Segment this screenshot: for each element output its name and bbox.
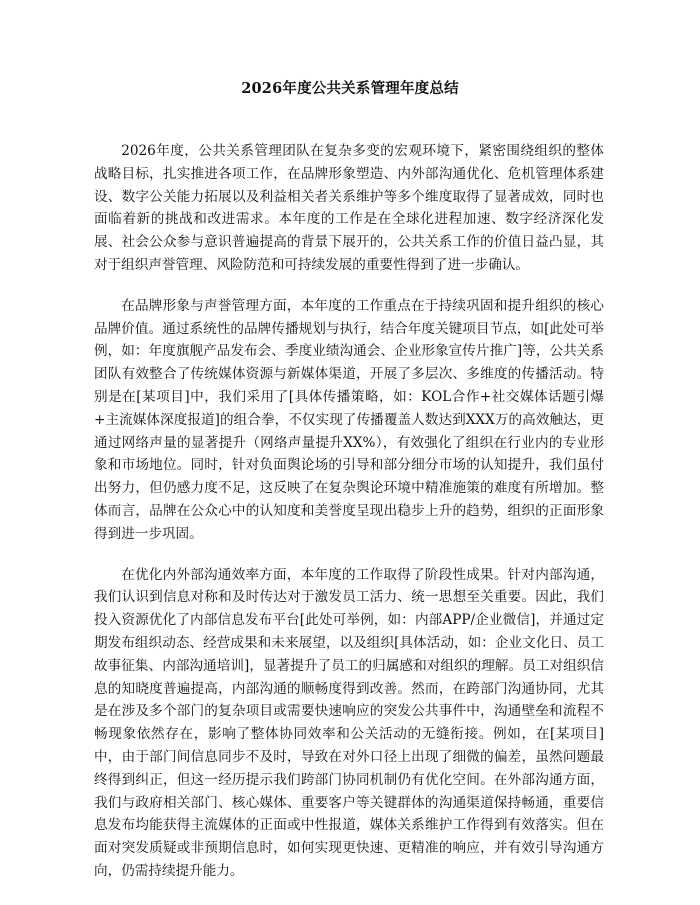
paragraph-brand-reputation: 在品牌形象与声誉管理方面，本年度的工作重点在于持续巩固和提升组织的核心品牌价值。通过系统性的品牌传播规划与执行，结合年度关键项目节点，如[此处可举例，如：年度旗舰产品发布会、季度业绩沟通会、企业形象宣传片推广]等，公共关系团队有效整合了传统媒体资源与新媒体渠道，开展了多层次、多维度的传播活动。特别是在[某项目]中，我们采用了[具体传播策略，如：KOL合作+社交媒体话题引爆+主流媒体深度报道]的组合拳，不仅实现了传播覆盖人数达到XXX万的高效触达，更通过网络声量的显著提升（网络声量提升XX%），有效强化了组织在行业内的专业形象和市场地位。同时，针对负面舆论场的引导和部分细分市场的认知提升，我们虽付出努力，但仍感力度不足，这反映了在复杂舆论环境中精准施策的难度有所增加。整体而言，品牌在公众心中的认知度和美誉度呈现出稳步上升的趋势，组织的正面形象得到进一步巩固。: [94, 297, 604, 542]
document-body: [94, 140, 604, 901]
paragraph-communication: 在优化内外部沟通效率方面，本年度的工作取得了阶段性成果。针对内部沟通，我们认识到信息对称和及时传达对于激发员工活力、统一思想至关重要。因此，我们投入资源优化了内部信息发布平台[此处可举例，如：内部APP/企业微信]，并通过定期发布组织动态、经营成果和未来展望，以及组织[具体活动，如：企业文化日、员工故事征集、内部沟通培训]，显著提升了员工的归属感和对组织的理解。员工对组织信息的知晓度普遍提高，内部沟通的顺畅度得到改善。然而，在跨部门沟通协同，尤其是在涉及多个部门的复杂项目或需要快速响应的突发公共事件中，沟通壁垒和流程不畅现象依然存在，影响了整体协同效率和公关活动的无缝衔接。例如，在[某项目]中，由于部门间信息同步不及时，导致在对外口径上出现了细微的偏差，虽然问题最终得到纠正，但这一经历提示我们跨部门协同机制仍有优化空间。在外部沟通方面，我们与政府相关部门、核心媒体、重要客户等关键群体的沟通渠道保持畅通，重要信息发布均能获得主流媒体的正面或中性报道，媒体关系维护工作得到有效落实。但在面对突发质疑或非预期信息时，如何实现更快速、更精准的响应，并有效引导沟通方向，仍需持续提升能力。: [94, 566, 604, 879]
paragraph-overview: 2026年度，公共关系管理团队在复杂多变的宏观环境下，紧密围绕组织的整体战略目标，扎实推进各项工作，在品牌形象塑造、内外部沟通优化、危机管理体系建设、数字公关能力拓展以及利益相关者关系维护等多个维度取得了显著成效，同时也面临着新的挑战和改进需求。本年度的工作是在全球化进程加速、数字经济深化发展、社会公众参与意识普遍提高的背景下展开的，公共关系工作的价值日益凸显，其对于组织声誉管理、风险防范和可持续发展的重要性得到了进一步确认。: [94, 143, 604, 273]
document-title: 2026年度公共关系管理年度总结: [241, 80, 459, 97]
